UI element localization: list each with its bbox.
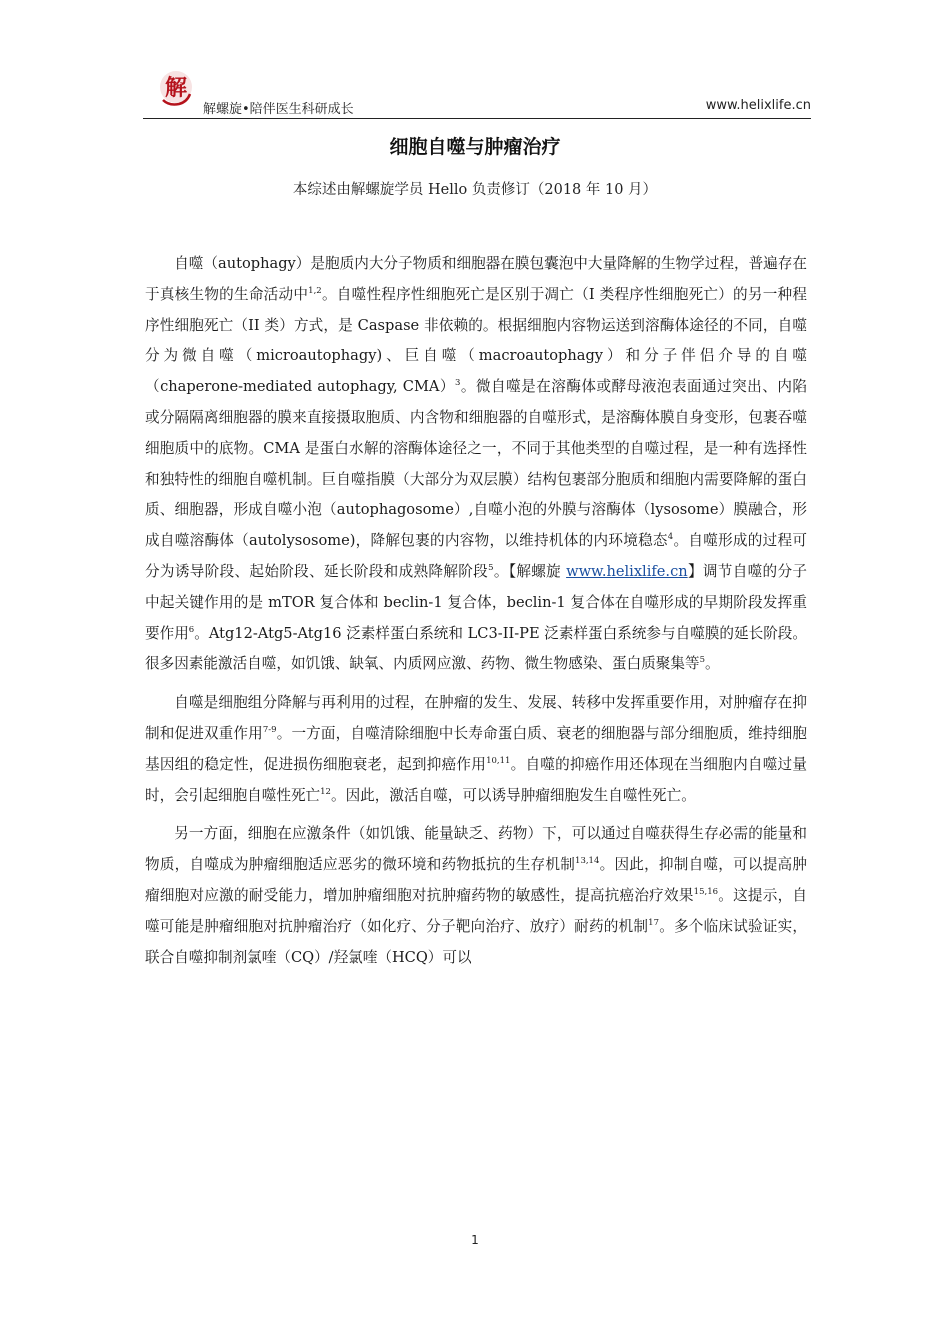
article-body — [145, 249, 807, 981]
text-run: 。因此，激活自噬，可以诱导肿瘤细胞发生自噬性死亡。 — [330, 786, 696, 804]
text-run: 。这提示，自噬可能是肿瘤细胞对抗肿瘤治疗（如化疗、分子靶向治疗、放疗）耐药的机制 — [145, 886, 807, 935]
page-subtitle: 本综述由解螺旋学员 Hello 负责修订（2018 年 10 月） — [292, 182, 658, 198]
helixlife-link[interactable]: www.helixlife.cn — [566, 562, 688, 580]
citation: 12 — [320, 786, 331, 797]
page-header — [143, 58, 811, 118]
text-run: 。自噬的抑癌作用还体现在当细胞内自噬过量时，会引起细胞自噬性死亡 — [145, 755, 807, 804]
text-run: 。一方面，自噬清除细胞中长寿命蛋白质、衰老的细胞器与部分细胞质，维持细胞基因组的稳定性，促进损伤细胞衰老，起到抑癌作用 — [145, 724, 807, 773]
paragraph-2 — [145, 688, 807, 811]
text-run: 】调节自噬的分子中起关键作用的是 mTOR 复合体和 beclin-1 复合体，beclin-1 复合体在自噬形成的早期阶段发挥重要作用 — [145, 562, 807, 642]
citation: 13,14 — [575, 856, 600, 867]
text-run: 。多个临床试验证实，联合自噬抑制剂氯喹（CQ）/羟氯喹（HCQ）可以 — [145, 917, 807, 966]
citation: 1,2 — [308, 285, 322, 296]
citation: 5 — [699, 655, 705, 666]
text-run: 自噬是细胞组分降解与再利用的过程，在肿瘤的发生、发展、转移中发挥重要作用，对肿瘤存在抑制和促进双重作用 — [145, 694, 807, 742]
citation: 15,16 — [693, 886, 719, 897]
logo-char: 解 — [164, 75, 188, 101]
citation: 10,11 — [486, 755, 511, 766]
page-number: 1 — [471, 1233, 479, 1247]
text-run: 。【解螺旋 — [493, 562, 567, 580]
citation: 5 — [488, 562, 494, 573]
header-website[interactable]: www.helixlife.cn — [705, 98, 811, 113]
header-tagline: 解螺旋•陪伴医生科研成长 — [203, 102, 354, 117]
text-run: 自噬（autophagy）是胞质内大分子物质和细胞器在膜包囊泡中大量降解的生物学过程，普遍存在于真核生物的生命活动中 — [145, 255, 807, 303]
text-run: 。Atg12-Atg5-Atg16 泛素样蛋白系统和 LC3-II-PE 泛素样蛋白系统参与自噬膜的延长阶段。很多因素能激活自噬，如饥饿、缺氧、内质网应激、药物、微生物感染、蛋白质聚集等 — [145, 624, 807, 673]
text-run: 。 — [705, 655, 720, 673]
text-run: 。自噬形成的过程可分为诱导阶段、起始阶段、延长阶段和成熟降解阶段 — [145, 532, 807, 580]
text-run: 。微自噬是在溶酶体或酵母液泡表面通过突出、内陷或分隔隔离细胞器的膜来直接摄取胞质、内含物和细胞器的自噬形式，是溶酶体膜自身变形，包裹吞噬细胞质中的底物。CMA 是蛋白水解的溶酶体途径之一，不同于其他类型的自噬过程，是一种有选择性和独特性的细胞自噬机制。巨自噬指膜（大部分为双层膜）结构包裹部分胞质和细胞内需要降解的蛋白质、细胞器，形成自噬小泡（autophagosome）,自噬小泡的外膜与溶酶体（lysosome）膜融合，形成自噬溶酶体（autolysosome)，降解包裹的内容物，以维持机体的内环境稳态 — [145, 378, 807, 550]
citation: 7-9 — [262, 724, 277, 735]
page-title: 细胞自噬与肿瘤治疗 — [389, 136, 561, 158]
header-divider — [143, 118, 811, 119]
paragraph-1 — [145, 249, 807, 680]
citation: 17 — [648, 917, 659, 928]
text-run: 另一方面，细胞在应激条件（如饥饿、能量缺乏、药物）下，可以通过自噬获得生存必需的能量和物质，自噬成为肿瘤细胞适应恶劣的微环境和药物抵抗的生存机制 — [145, 825, 807, 874]
paragraph-3 — [145, 819, 807, 973]
helix-logo-icon — [157, 66, 195, 112]
text-run: 。自噬性程序性细胞死亡是区别于凋亡（I 类程序性细胞死亡）的另一种程序性细胞死亡（II 类）方式，是 Caspase 非依赖的。根据细胞内容物运送到溶酶体途径的不同，自噬分为微自噬（microautophagy)、巨自噬（macroautophagy）和分子伴侣介导的自噬（chaperone-mediated autophagy, CMA） — [145, 285, 807, 396]
text-run: 。因此，抑制自噬，可以提高肿瘤细胞对应激的耐受能力，增加肿瘤细胞对抗肿瘤药物的敏感性，提高抗癌治疗效果 — [145, 856, 807, 904]
citation: 6 — [188, 624, 195, 635]
citation: 3 — [454, 378, 461, 389]
citation: 4 — [667, 532, 674, 543]
